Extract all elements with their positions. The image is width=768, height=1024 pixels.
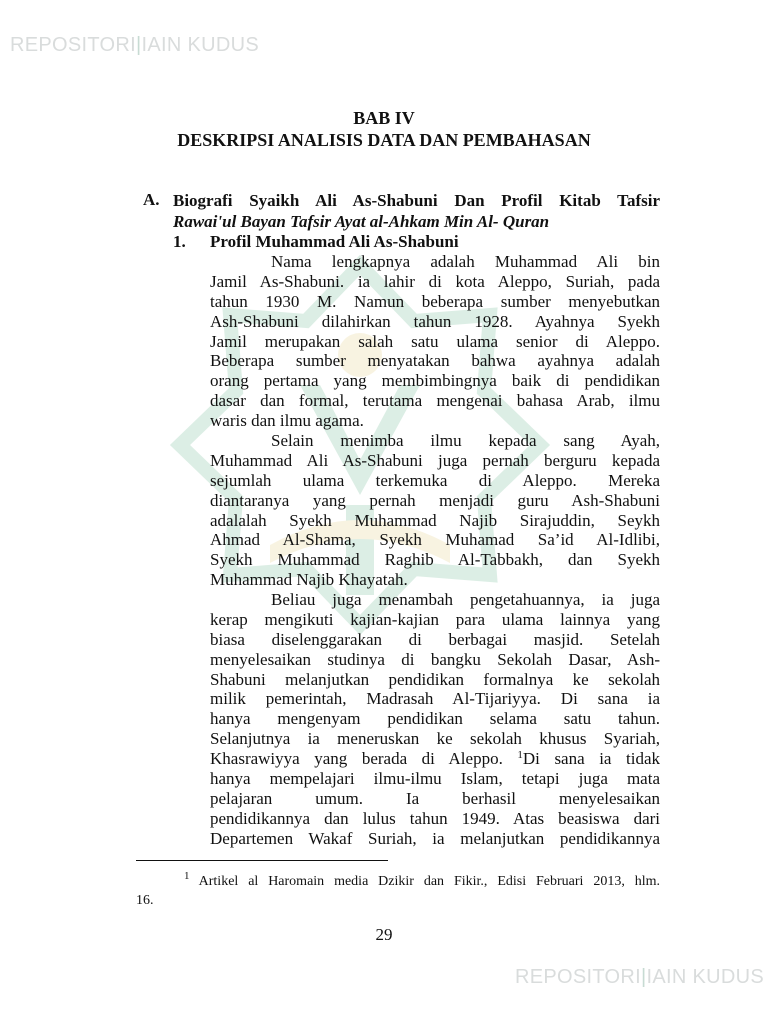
text-line-with-footnote [210,749,660,769]
section-title [173,190,660,232]
paragraph-2 [210,431,660,590]
text-line: adalalah Syekh Muhammad Najib Sirajuddin, Seykh [210,510,660,530]
text-line: Beliau juga menambah pengetahuannya, ia juga [271,590,660,609]
text-line: pendidikannya dan lulus tahun 1949. Atas beasiswa dari [210,808,660,828]
text-line: Muhammad Ali As-Shabuni juga pernah berguru kepada [210,450,660,470]
subsection-number: 1. [173,232,186,251]
text-line: Nama lengkapnya adalah Muhammad Ali bin [271,252,660,271]
repository-watermark-bottom [515,966,764,989]
chapter-title: DESKRIPSI ANALISIS DATA DAN PEMBAHASAN [177,130,591,150]
text-line: biasa diselenggarakan di berbagai masjid. Setelah [210,629,660,649]
watermark-left: REPOSITORI [515,966,641,988]
text-line: Selain menimba ilmu kepada sang Ayah, [271,431,660,450]
page-number: 29 [375,925,393,944]
text-line: Departemen Wakaf Suriah, ia melanjutkan pendidikannya [210,828,660,848]
text-line: Jamil As-Shabuni. ia lahir di kota Aleppo, Suriah, pada [210,271,660,291]
watermark-separator: | [641,966,647,988]
footnote [136,872,660,910]
text-line: Syekh Muhammad Raghib Al-Tabbakh, dan Syekh [210,550,660,570]
footnote-reference: 1 [517,749,523,762]
text-line: Beberapa sumber menyatakan bahwa ayahnya adalah [210,351,660,371]
text-line: Ahmad Al-Shama, Syekh Muhamad Sa’id Al-Idlibi, [210,530,660,550]
repository-watermark-top [10,34,259,57]
text-line: waris dan ilmu agama. [210,411,364,431]
text-line: diantaranya yang pernah menjadi guru Ash-Shabuni [210,490,660,510]
text-line: Ash-Shabuni dilahirkan tahun 1928. Ayahnya Syekh [210,311,660,331]
watermark-right: IAIN KUDUS [646,966,764,988]
section-title-italic-line: Rawai'ul Bayan Tafsir Ayat al-Ahkam Min Al- Quran [173,212,550,231]
paragraph-1 [210,252,660,431]
text-line: Selanjutnya ia meneruskan ke sekolah khusus Syariah, [210,729,660,749]
text-line: tahun 1930 M. Namun beberapa sumber menyebutkan [210,291,660,311]
line-tail: Di sana ia tidak [522,749,661,769]
footnote-text: Artikel al Haromain media Dzikir dan Fikir., Edisi Februari 2013, hlm. [198,874,660,889]
section-title-line: Biografi Syaikh Ali As-Shabuni Dan Profil Kitab Tafsir [173,191,660,210]
text-line: hanya mengenyam pendidikan selama satu tahun. [210,709,660,729]
footnote-line-2: 16. [136,893,154,908]
watermark-left: REPOSITORI [10,34,136,56]
text-line: milik pemerintah, Madrasah Al-Tijariyya. Di sana ia [210,689,660,709]
watermark-separator: | [136,34,142,56]
line-head: Khasrawiyya yang berada di Aleppo. [210,749,503,769]
text-line: dasar dan formal, terutama mengenai bahasa Arab, ilmu [210,391,660,411]
paragraph-3 [210,590,660,849]
footnote-number: 1 [184,870,190,882]
text-line: hanya mempelajari ilmu-ilmu Islam, tetapi juga mata [210,769,660,789]
subsection-title: Profil Muhammad Ali As-Shabuni [210,232,459,251]
chapter-number: BAB IV [353,108,415,128]
watermark-right: IAIN KUDUS [141,34,259,56]
text-line: pelajaran umum. Ia berhasil menyelesaikan [210,788,660,808]
section-marker: A. [143,190,160,209]
text-line: kerap mengikuti kajian-kajian para ulama lainnya yang [210,609,660,629]
text-line: Shabuni melanjutkan pendidikan formalnya ke sekolah [210,669,660,689]
text-line: menyelesaikan studinya di bangku Sekolah Dasar, Ash- [210,649,660,669]
text-line: orang pertama yang membimbingnya baik di pendidikan [210,371,660,391]
footnote-line [136,872,660,891]
footnote-divider [136,860,388,861]
text-line: Jamil merupakan salah satu ulama senior di Aleppo. [210,331,660,351]
text-line: sejumlah ulama terkemuka di Aleppo. Mereka [210,470,660,490]
text-line: Muhammad Najib Khayatah. [210,570,408,590]
